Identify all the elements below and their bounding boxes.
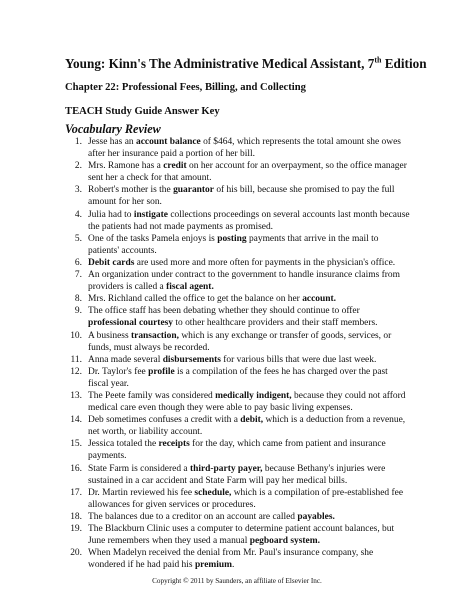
item-number: 8. [74, 294, 82, 305]
item-text: medical care even though they were able to pay basic living expenses. [88, 403, 353, 414]
list-item [65, 511, 425, 523]
vocabulary-term: debit, [240, 415, 264, 426]
item-text: sustained in a car accident and State Farm will pay her medical bills. [88, 475, 348, 486]
item-text: of his bill, because she promised to pay the full [213, 185, 395, 196]
item-number: 4. [74, 209, 82, 220]
item-text: the patients had not made payments as promised. [88, 221, 274, 232]
item-number: 6. [74, 257, 82, 268]
item-number: 10. [70, 330, 82, 341]
vocabulary-term: instigate [133, 209, 168, 220]
item-text: When Madelyn received the denial from Mr. Paul's insurance company, she [88, 548, 374, 559]
list-item [65, 160, 425, 184]
title-edition: Edition [381, 56, 427, 71]
item-text: Robert's mother is the [88, 185, 174, 196]
item-text: to other healthcare providers and their staff members. [173, 318, 378, 329]
vocabulary-term: transaction, [131, 330, 179, 341]
vocabulary-term: account. [302, 294, 337, 305]
list-item [65, 414, 425, 438]
item-number: 9. [74, 306, 82, 317]
item-text: funds, must always be recorded. [88, 342, 210, 353]
item-text: State Farm is considered a [88, 463, 190, 474]
list-item [65, 438, 425, 462]
item-text: for various bills that were due last week. [220, 354, 377, 365]
item-text: The office staff has been debating whether they should continue to offer [88, 306, 360, 317]
item-text: on her account for an overpayment, so the office manager [186, 161, 407, 172]
list-item [65, 463, 425, 487]
list-item [65, 305, 425, 329]
item-text: because Bethany's injuries were [262, 463, 386, 474]
item-number: 3. [74, 185, 82, 196]
copyright-footer: Copyright © 2011 by Saunders, an affiliate of Elsevier Inc. [152, 577, 322, 585]
vocabulary-term: guarantor [173, 185, 214, 196]
answer-key-subtitle: TEACH Study Guide Answer Key [65, 106, 220, 117]
item-text: because they could not afford [291, 390, 406, 401]
item-number: 14. [70, 415, 82, 426]
item-text: Jesse has an [88, 137, 136, 147]
item-number: 13. [70, 390, 82, 401]
list-item [65, 354, 425, 366]
item-text: net worth, or liability account. [88, 427, 203, 438]
vocabulary-term: third-party payer, [189, 463, 263, 474]
item-text: Julia had to [88, 209, 134, 220]
item-text: patients' accounts. [88, 245, 157, 256]
list-item [65, 547, 425, 571]
item-text: June remembers when they used a manual [88, 536, 250, 547]
list-item [65, 293, 425, 305]
vocabulary-term: receipts [158, 439, 190, 450]
item-text: collections proceedings on several accounts last month because [167, 209, 410, 220]
item-text: which is a compilation of pre-established fee [231, 487, 404, 498]
item-number: 19. [70, 524, 82, 534]
item-text: The balances due to a creditor on an account are called [88, 511, 298, 522]
list-item [65, 269, 425, 293]
item-number: 5. [74, 233, 82, 244]
chapter-heading: Chapter 22: Professional Fees, Billing, and Collecting [65, 82, 306, 93]
vocabulary-term: profile [148, 366, 175, 377]
item-text: payments that arrive in the mail to [246, 233, 379, 244]
item-text: for the day, which came from patient and insurance [189, 439, 386, 450]
item-number: 15. [70, 439, 82, 450]
item-number: 20. [70, 548, 82, 559]
title-superscript: th [374, 55, 382, 65]
item-text: are used more and more often for payments in the physician's office. [134, 257, 396, 268]
vocabulary-term: disbursements [162, 354, 221, 365]
item-text: payments. [88, 451, 127, 462]
item-text: . [232, 560, 235, 571]
item-text: The Peete family was considered [88, 390, 216, 401]
item-text: One of the tasks Pamela enjoys is [88, 233, 218, 244]
vocabulary-term: professional courtesy [88, 318, 174, 329]
item-text: Mrs. Richland called the office to get the balance on her [88, 294, 303, 305]
item-text: Mrs. Ramone has a [88, 161, 164, 172]
item-number: 18. [70, 511, 82, 522]
list-item [65, 209, 425, 233]
item-text: An organization under contract to the government to handle insurance claims from [88, 270, 400, 281]
item-text: fiscal year. [88, 378, 129, 389]
vocabulary-term: Debit cards [88, 257, 135, 268]
list-item [65, 523, 425, 547]
item-text: providers is called a [88, 282, 167, 293]
item-text: after her insurance paid a portion of her bill. [88, 149, 255, 160]
item-text: Anna made several [88, 354, 163, 365]
vocabulary-list [65, 136, 425, 571]
item-text: of $464, which represents the total amount she owes [200, 137, 401, 147]
vocabulary-term: credit [163, 161, 187, 172]
item-number: 16. [70, 463, 82, 474]
list-item [65, 330, 425, 354]
item-text: Dr. Martin reviewed his fee [88, 487, 195, 498]
item-number: 7. [74, 270, 82, 281]
item-text: which is any exchange or transfer of goods, services, or [178, 330, 392, 341]
list-item [65, 184, 425, 208]
item-text: amount for her son. [88, 197, 162, 208]
vocabulary-term: pegboard system. [249, 536, 320, 547]
item-text: allowances for given services or procedures. [88, 499, 256, 510]
item-text: wondered if he had paid his [88, 560, 195, 571]
vocabulary-term: medically indigent, [215, 390, 292, 401]
item-text: The Blackburn Clinic uses a computer to determine patient account balances, but [88, 524, 395, 534]
section-heading: Vocabulary Review [65, 122, 161, 136]
document-title [65, 56, 427, 72]
vocabulary-term: schedule, [194, 487, 232, 498]
item-number: 12. [70, 366, 82, 377]
vocabulary-term: fiscal agent. [166, 282, 214, 293]
item-number: 1. [74, 137, 82, 147]
list-item [65, 136, 425, 160]
vocabulary-term: premium [194, 560, 232, 571]
item-text: A business [88, 330, 131, 341]
vocabulary-term: payables. [297, 511, 335, 522]
item-number: 17. [70, 487, 82, 498]
list-item [65, 257, 425, 269]
item-text: Deb sometimes confuses a credit with a [88, 415, 241, 426]
vocabulary-term: account balance [135, 137, 201, 147]
item-text: Dr. Taylor's fee [88, 366, 149, 377]
list-item [65, 487, 425, 511]
list-item [65, 390, 425, 414]
item-number: 2. [74, 161, 82, 172]
title-text: Young: Kinn's The Administrative Medical Assistant, 7 [65, 56, 375, 71]
vocabulary-term: posting [217, 233, 247, 244]
item-text: which is a deduction from a revenue, [263, 415, 406, 426]
list-item [65, 233, 425, 257]
item-text: sent her a check for that amount. [88, 173, 212, 184]
list-item [65, 366, 425, 390]
item-number: 11. [70, 354, 82, 365]
item-text: is a compilation of the fees he has charged over the past [174, 366, 388, 377]
item-text: Jessica totaled the [88, 439, 159, 450]
